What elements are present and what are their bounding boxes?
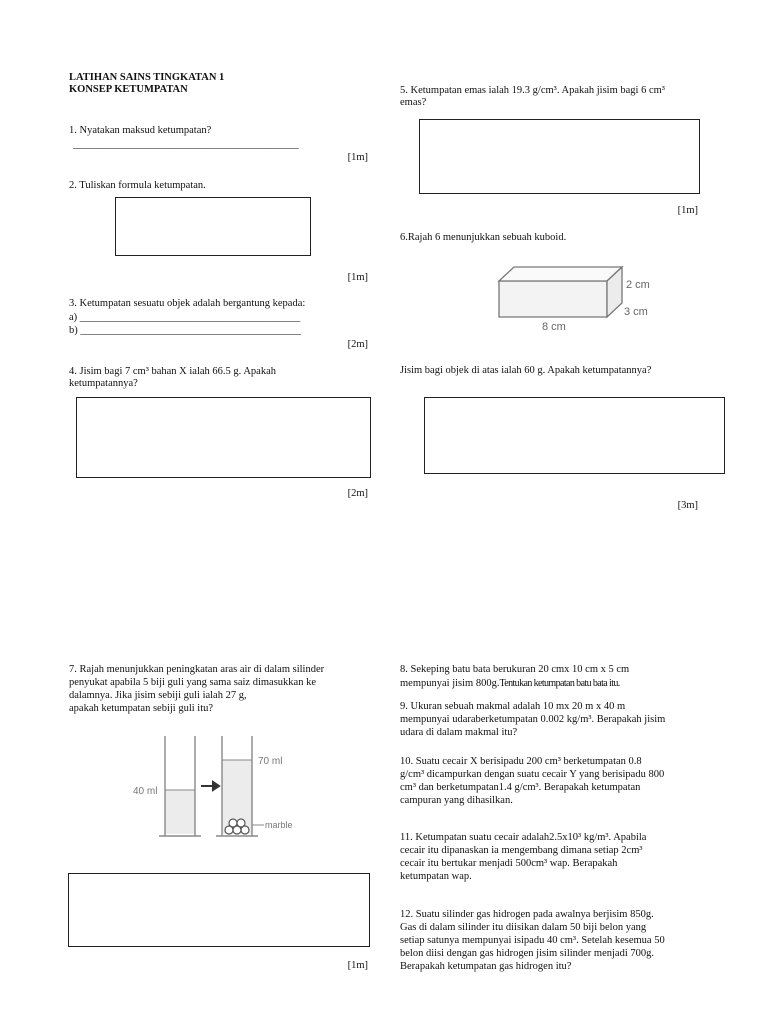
q5-answer-box[interactable] — [419, 119, 700, 194]
q10-line-3: cm³ dan berketumpatan1.4 g/cm³. Berapakah ketumpatan — [400, 782, 641, 793]
q5-line-1: 5. Ketumpatan emas ialah 19.3 g/cm³. Apakah jisim bagi 6 cm³ — [400, 85, 665, 96]
q7-line-3: dalamnya. Jika jisim sebiji guli ialah 27 g, — [69, 690, 247, 701]
q7-answer-box[interactable] — [68, 873, 370, 947]
q3-mark: [2m] — [347, 339, 368, 350]
q8-line-2b: Tentukan ketumpatan batu bata itu. — [499, 678, 620, 689]
cuboid-diagram — [494, 262, 664, 334]
q3-answer-b[interactable]: b) __________________________________________ — [69, 325, 301, 336]
q2-answer-box[interactable] — [115, 197, 311, 256]
q8-line-1: 8. Sekeping batu bata berukuran 20 cmx 10 cm x 5 cm — [400, 664, 630, 675]
q4-mark: [2m] — [347, 488, 368, 499]
level-before-label: 40 ml — [133, 786, 158, 797]
q2-mark: [1m] — [347, 272, 368, 283]
q9-line-1: 9. Ukuran sebuah makmal adalah 10 mx 20 m x 40 m — [400, 701, 626, 712]
q6-question: Jisim bagi objek di atas ialah 60 g. Apakah ketumpatannya? — [400, 365, 652, 376]
q7-line-4: apakah ketumpatan sebiji guli itu? — [69, 703, 214, 714]
q4-line-2: ketumpatannya? — [69, 378, 138, 389]
cuboid-depth-label: 3 cm — [624, 306, 648, 318]
q12-line-2: Gas di dalam silinder itu diisikan dalam 50 biji belon yang — [400, 922, 647, 933]
q12-line-5: Berapakah ketumpatan gas hidrogen itu? — [400, 961, 572, 972]
cuboid-length-label: 8 cm — [542, 321, 566, 333]
q3-text: 3. Ketumpatan sesuatu objek adalah bergantung kepada: — [69, 298, 306, 309]
q10-line-4: campuran yang dihasilkan. — [400, 795, 513, 806]
arrow-icon — [201, 782, 219, 790]
measuring-cylinder-diagram — [125, 730, 305, 842]
q2-text: 2. Tuliskan formula ketumpatan. — [69, 180, 206, 191]
q11-line-4: ketumpatan wap. — [400, 871, 472, 882]
q10-line-1: 10. Suatu cecair X berisipadu 200 cm³ berketumpatan 0.8 — [400, 756, 642, 767]
q6-answer-box[interactable] — [424, 397, 725, 474]
level-after-label: 70 ml — [258, 756, 283, 767]
q9-line-3: udara di dalam makmal itu? — [400, 727, 518, 738]
marble-label: marble — [265, 820, 293, 830]
q4-line-1: 4. Jisim bagi 7 cm³ bahan X ialah 66.5 g. Apakah — [69, 366, 276, 377]
q11-line-3: cecair itu bertukar menjadi 500cm³ wap. Berapakah — [400, 858, 618, 869]
q12-line-4: belon diisi dengan gas hidrogen jisim silinder menjadi 700g. — [400, 948, 655, 959]
q6-text: 6.Rajah 6 menunjukkan sebuah kuboid. — [400, 232, 567, 243]
q1-text: 1. Nyatakan maksud ketumpatan? — [69, 125, 212, 136]
cuboid-front-face — [499, 281, 607, 317]
q4-answer-box[interactable] — [76, 397, 371, 478]
cuboid-height-label: 2 cm — [626, 279, 650, 291]
q5-line-2: emas? — [400, 97, 427, 108]
cuboid-top-face — [499, 267, 622, 281]
worksheet-subtitle: KONSEP KETUMPATAN — [69, 84, 188, 95]
worksheet-title: LATIHAN SAINS TINGKATAN 1 — [69, 72, 225, 83]
q7-line-1: 7. Rajah menunjukkan peningkatan aras air di dalam silinder — [69, 664, 325, 675]
q7-mark: [1m] — [347, 960, 368, 971]
q9-line-2: mempunyai udaraberketumpatan 0.002 kg/m³. Berapakah jisim — [400, 714, 666, 725]
q10-line-2: g/cm³ dicampurkan dengan suatu cecair Y yang berisipadu 800 — [400, 769, 665, 780]
q3-answer-a[interactable]: a) __________________________________________ — [69, 312, 301, 323]
q8-line-2 — [400, 677, 620, 690]
q7-line-2: penyukat apabila 5 biji guli yang sama saiz dimasukkan ke — [69, 677, 316, 688]
q8-line-2a: mempunyai jisim 800g. — [400, 678, 500, 689]
q12-line-3: setiap satunya mempunyai isipadu 40 cm³. Setelah kesemua 50 — [400, 935, 665, 946]
q5-mark: [1m] — [677, 205, 698, 216]
q12-line-1: 12. Suatu silinder gas hidrogen pada awalnya berjisim 850g. — [400, 909, 654, 920]
q11-line-1: 11. Ketumpatan suatu cecair adalah2.5x10³ kg/m³. Apabila — [400, 832, 647, 843]
q1-mark: [1m] — [347, 152, 368, 163]
q6-mark: [3m] — [677, 500, 698, 511]
cylinder-before — [159, 736, 201, 836]
q1-answer-line[interactable]: ___________________________________________ — [73, 139, 299, 150]
q11-line-2: cecair itu dipanaskan ia mengembang dimana setiap 2cm³ — [400, 845, 643, 856]
